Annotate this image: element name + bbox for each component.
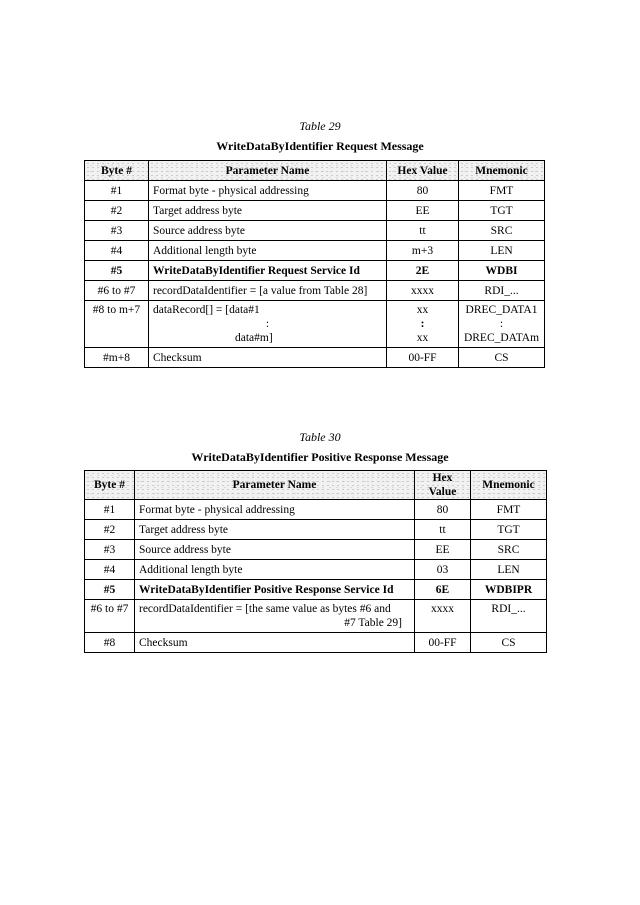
table-row: [85, 560, 547, 580]
parameter-cell: WriteDataByIdentifier Positive Response Service Id: [135, 580, 415, 600]
table-row: [85, 181, 545, 201]
hex-cell: 00-FF: [387, 348, 459, 368]
mnemonic-cell: LEN: [459, 241, 545, 261]
header-hex-value: Hex Value: [387, 161, 459, 181]
hex-cell: 80: [387, 181, 459, 201]
mnemonic-cell: CS: [471, 633, 547, 653]
table-row: [85, 600, 547, 633]
rdi-description-line: recordDataIdentifier = [the same value as bytes #6 and: [139, 603, 391, 615]
table-row: [85, 261, 545, 281]
hex-cell: EE: [415, 540, 471, 560]
mnemonic-line: DREC_DATA1: [465, 304, 538, 316]
mnemonic-cell: FMT: [459, 181, 545, 201]
byte-cell: #6 to #7: [85, 600, 135, 633]
data-record-line: data#m]: [235, 332, 273, 344]
byte-cell: #4: [85, 560, 135, 580]
table-row: [85, 500, 547, 520]
data-record-line: dataRecord[] = [data#1: [153, 304, 260, 316]
byte-cell: #1: [85, 181, 149, 201]
parameter-cell: [149, 301, 387, 348]
table-30-title: WriteDataByIdentifier Positive Response Message: [191, 450, 449, 464]
byte-cell: #8: [85, 633, 135, 653]
header-mnemonic: Mnemonic: [471, 471, 547, 500]
hex-cell: [387, 301, 459, 348]
byte-cell: #3: [85, 221, 149, 241]
parameter-cell: WriteDataByIdentifier Request Service Id: [149, 261, 387, 281]
header-parameter-name: Parameter Name: [149, 161, 387, 181]
hex-cell: 2E: [387, 261, 459, 281]
positive-response-table: [84, 470, 547, 653]
mnemonic-cell: TGT: [459, 201, 545, 221]
parameter-cell: Format byte - physical addressing: [135, 500, 415, 520]
header-mnemonic: Mnemonic: [459, 161, 545, 181]
table-row: [85, 580, 547, 600]
table-row: [85, 241, 545, 261]
byte-cell: #m+8: [85, 348, 149, 368]
byte-cell: #2: [85, 520, 135, 540]
parameter-cell: Target address byte: [135, 520, 415, 540]
mnemonic-cell: RDI_...: [471, 600, 547, 633]
table-header-row: [85, 161, 545, 181]
parameter-cell: Additional length byte: [149, 241, 387, 261]
mnemonic-cell: [459, 301, 545, 348]
hex-cell: xxxx: [415, 600, 471, 633]
mnemonic-cell: TGT: [471, 520, 547, 540]
mnemonic-cell: SRC: [459, 221, 545, 241]
hex-cell: 03: [415, 560, 471, 580]
byte-cell: #4: [85, 241, 149, 261]
hex-cell: EE: [387, 201, 459, 221]
data-record-ellipsis: :: [265, 318, 270, 330]
hex-cell: tt: [387, 221, 459, 241]
hex-cell: tt: [415, 520, 471, 540]
mnemonic-cell: CS: [459, 348, 545, 368]
parameter-cell: Additional length byte: [135, 560, 415, 580]
header-byte: Byte #: [85, 471, 135, 500]
byte-cell: #6 to #7: [85, 281, 149, 301]
table-30-number: Table 30: [299, 430, 341, 444]
parameter-cell: [135, 600, 415, 633]
byte-cell: #3: [85, 540, 135, 560]
parameter-cell: Target address byte: [149, 201, 387, 221]
table-row: [85, 520, 547, 540]
hex-cell: 80: [415, 500, 471, 520]
mnemonic-cell: RDI_...: [459, 281, 545, 301]
table-29-number: Table 29: [299, 119, 341, 133]
header-hex-value: Hex Value: [415, 471, 471, 500]
hex-cell: m+3: [387, 241, 459, 261]
mnemonic-cell: FMT: [471, 500, 547, 520]
table-row: [85, 348, 545, 368]
mnemonic-cell: WDBIPR: [471, 580, 547, 600]
byte-cell: #2: [85, 201, 149, 221]
hex-line: xx: [416, 304, 429, 316]
table-row: [85, 540, 547, 560]
mnemonic-cell: SRC: [471, 540, 547, 560]
hex-line: xx: [416, 332, 429, 344]
table-row: [85, 221, 545, 241]
byte-cell: #5: [85, 580, 135, 600]
parameter-cell: Source address byte: [149, 221, 387, 241]
parameter-cell: recordDataIdentifier = [a value from Table 28]: [149, 281, 387, 301]
table-row: [85, 633, 547, 653]
parameter-cell: Format byte - physical addressing: [149, 181, 387, 201]
request-message-table: [84, 160, 545, 368]
table-row: [85, 281, 545, 301]
header-byte: Byte #: [85, 161, 149, 181]
table-row: [85, 301, 545, 348]
hex-cell: xxxx: [387, 281, 459, 301]
byte-cell: #8 to m+7: [85, 301, 149, 348]
byte-cell: #5: [85, 261, 149, 281]
hex-cell: 6E: [415, 580, 471, 600]
mnemonic-line: DREC_DATAm: [463, 332, 540, 344]
byte-cell: #1: [85, 500, 135, 520]
table-row: [85, 201, 545, 221]
mnemonic-cell: WDBI: [459, 261, 545, 281]
mnemonic-cell: LEN: [471, 560, 547, 580]
table-29-title: WriteDataByIdentifier Request Message: [216, 139, 424, 153]
mnemonic-ellipsis: :: [499, 318, 504, 330]
parameter-cell: Checksum: [149, 348, 387, 368]
hex-ellipsis: :: [420, 318, 425, 330]
parameter-cell: Source address byte: [135, 540, 415, 560]
header-parameter-name: Parameter Name: [135, 471, 415, 500]
table-header-row: [85, 471, 547, 500]
hex-cell: 00-FF: [415, 633, 471, 653]
parameter-cell: Checksum: [135, 633, 415, 653]
rdi-description-line: #7 Table 29]: [344, 617, 402, 629]
